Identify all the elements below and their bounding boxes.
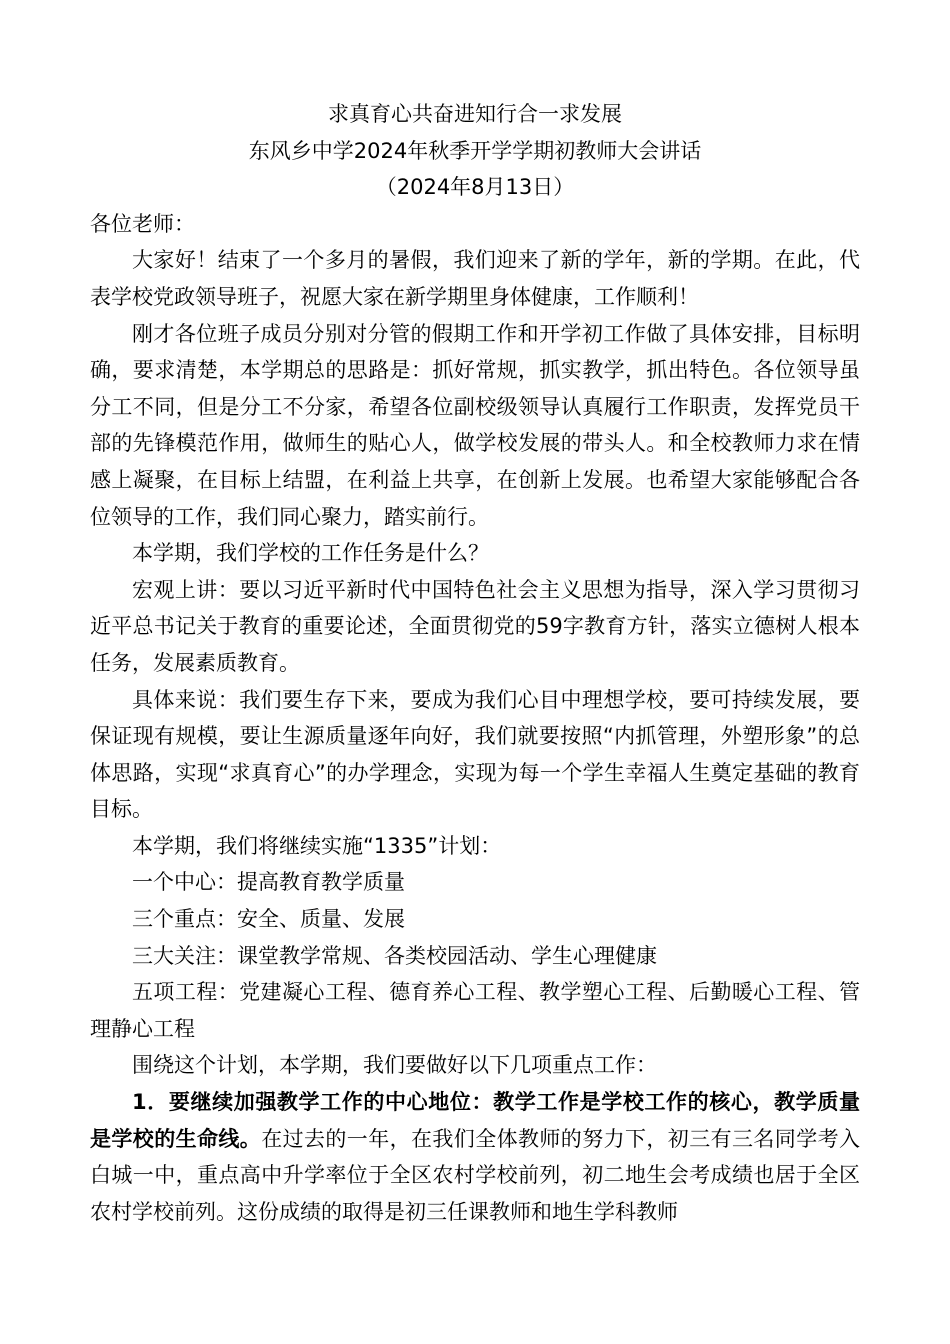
- paragraph-key-work-intro: 围绕这个计划，本学期，我们要做好以下几项重点工作：: [132, 1053, 657, 1078]
- paragraph-specific: 具体来说：我们要生存下来，要成为我们心目中理想学校，要可持续发展，要保证现有规模，要让生源质量逐年向好，我们就要按照“内抓管理，外塑形象”的总体思路，实现“求真育心”的办学理念，实现为每一个学生幸福人生奠定基础的教育目标。: [90, 687, 860, 822]
- document-title: 求真育心共奋进知行合一求发展: [328, 102, 622, 126]
- plan-item-center: 一个中心：提高教育教学质量: [132, 870, 405, 895]
- point-1-heading: 1．要继续加强教学工作的中心地位：教学工作是学校工作的核心，教学质量是学校的生命线。: [90, 1090, 860, 1151]
- document-date: （2024年8月13日）: [375, 175, 575, 200]
- paragraph-plan-intro: 本学期，我们将继续实施“1335”计划：: [132, 833, 502, 858]
- paragraph-arrangements: 刚才各位班子成员分别对分管的假期工作和开学初工作做了具体安排，目标明确，要求清楚，本学期总的思路是：抓好常规，抓实教学，抓出特色。各位领导虽分工不同，但是分工不分家，希望各位副校级领导认真履行工作职责，发挥党员干部的先锋模范作用，做师生的贴心人，做学校发展的带头人。和全校教师力求在情感上凝聚，在目标上结盟，在利益上共享，在创新上发展。也希望大家能够配合各位领导的工作，我们同心聚力，踏实前行。: [90, 321, 860, 529]
- paragraph-macro: 宏观上讲：要以习近平新时代中国特色社会主义思想为指导，深入学习贯彻习近平总书记关于教育的重要论述，全面贯彻党的59字教育方针，落实立德树人根本任务，发展素质教育。: [90, 577, 860, 675]
- point-1-text: 在过去的一年，在我们全体教师的努力下，初三有三名同学考入白城一中，重点高中升学率位于全区农村学校前列，初二地生会考成绩也居于全区农村学校前列。这份成绩的取得是初三任课教师和地生学科教师: [90, 1126, 861, 1224]
- document-subtitle: 东风乡中学2024年秋季开学学期初教师大会讲话: [248, 138, 702, 163]
- paragraph-question: 本学期，我们学校的工作任务是什么？: [132, 541, 489, 566]
- salutation: 各位老师：: [90, 211, 195, 236]
- document-page: [90, 96, 860, 1230]
- paragraph-point-1: [90, 1084, 860, 1230]
- plan-item-focus: 三个重点：安全、质量、发展: [132, 907, 405, 932]
- plan-item-attention: 三大关注：课堂教学常规、各类校园活动、学生心理健康: [132, 943, 657, 968]
- plan-item-projects: 五项工程：党建凝心工程、德育养心工程、教学塑心工程、后勤暖心工程、管理静心工程: [90, 980, 860, 1041]
- paragraph-greeting: 大家好！结束了一个多月的暑假，我们迎来了新的学年，新的学期。在此，代表学校党政领导班子，祝愿大家在新学期里身体健康，工作顺利！: [90, 248, 860, 309]
